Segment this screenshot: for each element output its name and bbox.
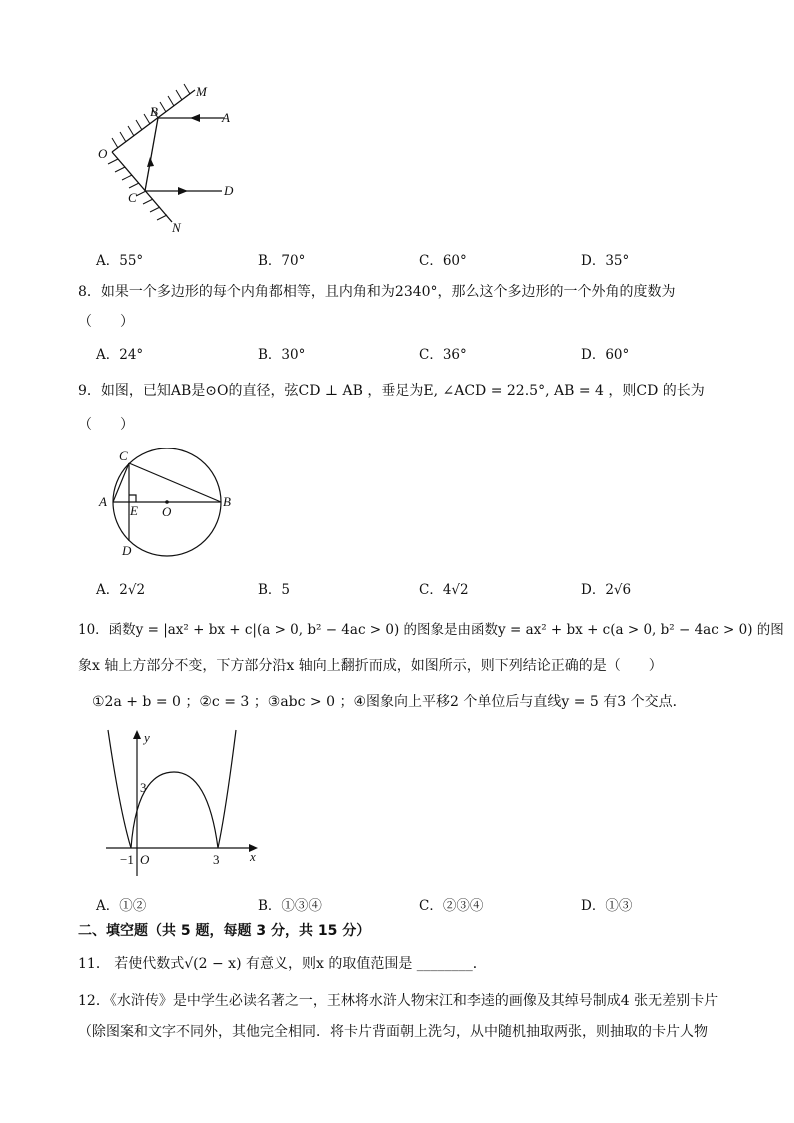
- q7-option-c: C．60°: [419, 253, 467, 269]
- q9-option-d: D．2√6: [581, 582, 632, 598]
- q10-option-d: D．①③: [581, 898, 633, 914]
- q8-option-c: C．36°: [419, 347, 467, 363]
- q10-conclusions: ①2a + b = 0 ；②c = 3 ；③abc > 0 ；④图象向上平移2 个单位后与直线y = 5 有3 个交点．: [92, 694, 687, 710]
- q8-option-a: A．24°: [96, 347, 144, 363]
- q11-stem: 11． 若使代数式√(2 − x) 有意义，则x 的取值范围是 ________．: [78, 956, 487, 972]
- q7-figure: [90, 82, 250, 240]
- q9-label-B: B: [223, 494, 231, 509]
- q12-stem-line1: 12．《水浒传》是中学生必读名著之一，王林将水浒人物宋江和李逵的画像及其绰号制成4 张无差别卡片: [78, 993, 719, 1009]
- q8-option-b: B．30°: [258, 347, 306, 363]
- q10-label-x: x: [250, 849, 256, 864]
- q9-option-a: A．2√2: [96, 582, 146, 598]
- q8-stem: 8．如果一个多边形的每个内角都相等，且内角和为2340°，那么这个多边形的一个外角的度数为: [78, 284, 676, 300]
- q7-option-b: B．70°: [258, 253, 306, 269]
- q7-label-B: B: [150, 104, 158, 119]
- q10-option-a: A．①②: [96, 898, 147, 914]
- q9-label-A: A: [99, 494, 107, 509]
- q9-circle-figure: [94, 448, 244, 566]
- q8-option-d: D．60°: [581, 347, 630, 363]
- q9-option-b: B．5: [258, 582, 291, 598]
- q9-label-E: E: [130, 503, 138, 518]
- q7-label-O: O: [98, 146, 108, 161]
- q7-label-A: A: [222, 110, 230, 125]
- q12-stem-line2: （除图案和文字不同外，其他完全相同．将卡片背面朝上洗匀，从中随机抽取两张，则抽取的卡片人物: [78, 1024, 708, 1040]
- q10-label-3x: 3: [213, 852, 220, 867]
- q7-label-M: M: [196, 84, 207, 99]
- q10-label-3y: 3: [140, 780, 147, 795]
- q10-option-c: C．②③④: [419, 898, 484, 914]
- q10-label-y: y: [144, 730, 150, 745]
- q7-option-a: A．55°: [96, 253, 144, 269]
- q7-label-N: N: [172, 220, 181, 235]
- q10-option-b: B．①③④: [258, 898, 322, 914]
- q7-label-C: C: [128, 190, 137, 205]
- q9-stem: 9．如图，已知AB是⊙O的直径，弦CD ⊥ AB ，垂足为E, ∠ACD = 22.5°, AB = 4 ，则CD 的长为: [78, 383, 705, 399]
- q9-label-C: C: [119, 448, 128, 463]
- q9-option-c: C．4√2: [419, 582, 469, 598]
- q10-stem-line2: 象x 轴上方部分不变，下方部分沿x 轴向上翻折而成，如图所示，则下列结论正确的是（ ）: [78, 658, 663, 674]
- q7-option-d: D．35°: [581, 253, 630, 269]
- q9-paren: （ ）: [78, 417, 134, 433]
- q10-stem-line1: 10．函数y = |ax² + bx + c|(a > 0, b² − 4ac > 0) 的图象是由函数y = ax² + bx + c(a > 0, b² − 4ac > 0) 的图: [78, 622, 784, 638]
- q10-label-O: O: [140, 852, 150, 867]
- q9-label-O: O: [162, 504, 172, 519]
- q9-label-D: D: [122, 543, 132, 558]
- q10-label-neg1: −1: [120, 852, 134, 867]
- q10-graph: [100, 728, 270, 878]
- section-heading-fill-in: 二、填空题（共 5 题，每题 3 分，共 15 分）: [78, 923, 371, 939]
- q7-label-D: D: [224, 183, 234, 198]
- q8-paren: （ ）: [78, 314, 134, 330]
